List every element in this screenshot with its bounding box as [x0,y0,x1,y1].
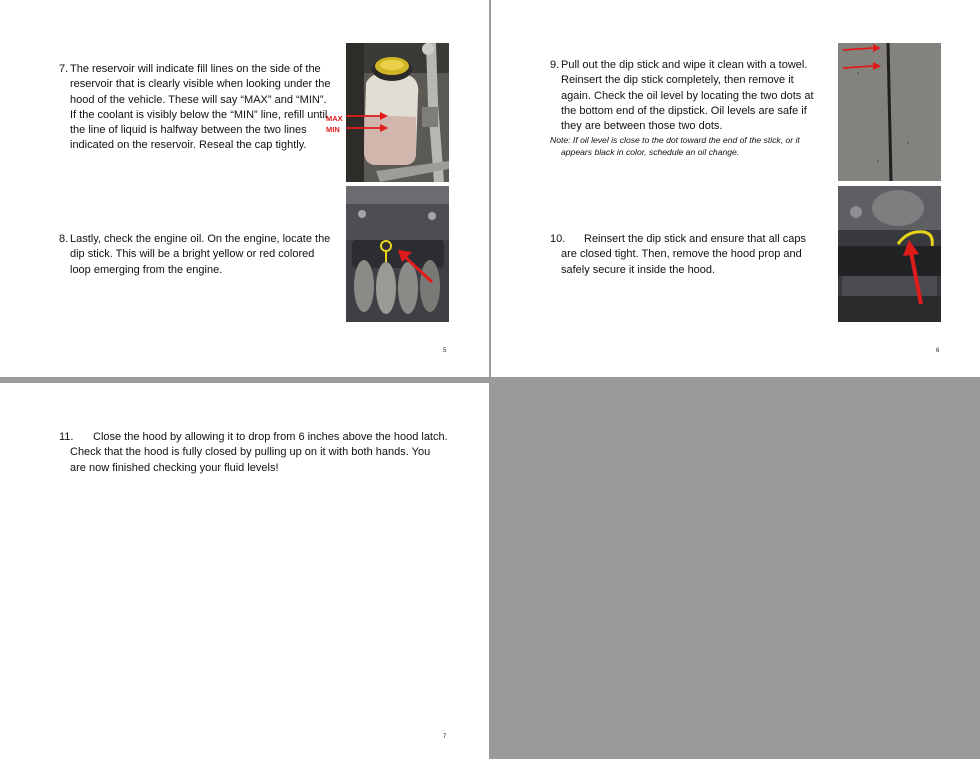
page-number: 5 [443,348,447,354]
step-text: Pull out the dip stick and wipe it clean with a towel. Reinsert the dip stick completely, then remove it again. Check the oil level by locating the two dots at the bottom end of the dipstick. Oil levels are safe if they are between those two dots. [561,59,814,133]
step-number: 10. [550,233,566,245]
step-11 [59,430,448,476]
red-arrow-icon [344,112,394,136]
step-10 [550,232,823,278]
step-9 [550,58,823,158]
step-7 [59,62,332,154]
step-text: The reservoir will indicate fill lines on the side of the reservoir that is clearly visible when looking under the hood of the vehicle. These will say “MAX” and “MIN”. If the coolant is visibly below the “MIN” line, refill until the line of liquid is halfway between the two lines indicated on the reservoir. Reseal the cap tightly. [70,63,331,152]
step-number: 11. [59,431,74,443]
step-text: Lastly, check the engine oil. On the engine, locate the dip stick. This will be a bright yellow or red colored loop emerging from the engine. [70,233,331,276]
page-number: 7 [443,734,447,740]
page-7 [0,383,489,759]
oil-change-note: Note: If oil level is close to the dot toward the end of the stick, or it appears black in color, schedule an oil change. [550,135,800,158]
page-6 [491,0,980,377]
red-arrow-icon [841,44,891,74]
step-number: 7. [59,63,69,75]
step-8 [59,232,332,278]
step-text: Reinsert the dip stick and ensure that all caps are closed tight. Then, remove the hood prop and safely secure it inside the hood. [561,233,806,276]
step-number: 8. [59,233,69,245]
page-5 [0,0,489,377]
max-label: MAX [326,114,343,123]
page-number: 6 [936,348,940,354]
red-arrow-icon [901,236,931,308]
red-arrow-icon [394,244,438,288]
min-label: MIN [326,125,340,134]
step-number: 9. [550,59,560,71]
step-text: Close the hood by allowing it to drop from 6 inches above the hood latch. Check that the hood is fully closed by pulling up on it with both hands. You are now finished checking your fluid levels! [70,431,448,474]
